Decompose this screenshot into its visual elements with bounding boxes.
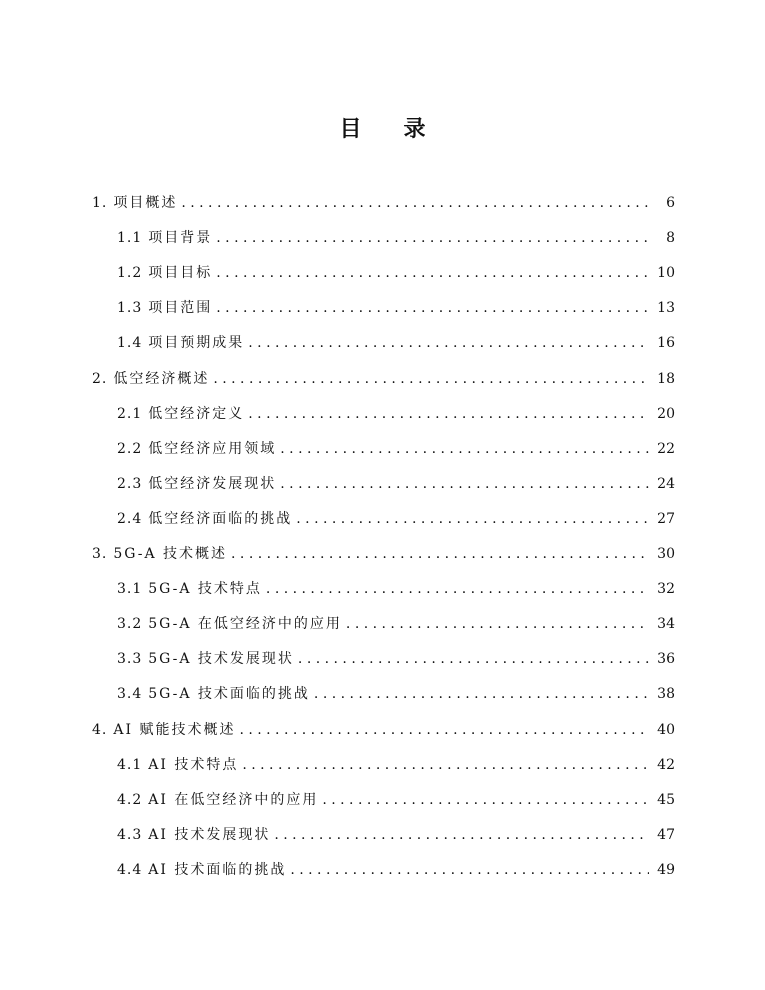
toc-entry-number: 1.1 (117, 230, 143, 247)
toc-dot-leader (314, 677, 649, 712)
toc-section-entry[interactable] (117, 783, 675, 818)
toc-section-entry[interactable] (117, 256, 675, 291)
toc-dot-leader (181, 186, 649, 221)
toc-chapter-entry[interactable] (92, 713, 675, 748)
toc-entry-number: 1.4 (117, 335, 143, 352)
toc-page-number: 27 (657, 510, 675, 527)
toc-entry-number: 2.2 (117, 440, 143, 457)
toc-section-entry[interactable] (117, 291, 675, 326)
toc-page-number: 13 (657, 300, 675, 317)
toc-dot-leader (248, 397, 649, 432)
toc-dot-leader (280, 432, 649, 467)
toc-section-entry[interactable] (117, 572, 675, 607)
toc-entry-label: 项目背景 (148, 230, 213, 247)
toc-entry-number: 3. (92, 546, 108, 562)
toc-page-number: 47 (657, 826, 675, 843)
toc-entry-label: 低空经济概述 (113, 370, 210, 387)
toc-page-number: 18 (657, 370, 675, 387)
toc-section-entry[interactable] (117, 818, 675, 853)
toc-dot-leader (296, 502, 649, 537)
toc-entry-number: 2.1 (117, 405, 143, 422)
toc-entry-label: AI 技术特点 (148, 756, 239, 773)
toc-entry-label: 低空经济定义 (148, 405, 245, 422)
toc-entry-label: 5G-A 技术特点 (148, 581, 262, 598)
toc-dot-leader (216, 291, 649, 326)
toc-entry-label: AI 技术发展现状 (148, 826, 271, 843)
toc-entry-number: 3.2 (117, 616, 143, 633)
toc-entry-label: 低空经济发展现状 (148, 475, 277, 492)
toc-page-number: 8 (666, 230, 675, 247)
toc-chapter-entry[interactable] (92, 186, 675, 221)
toc-entry-label: 项目目标 (148, 265, 213, 282)
toc-entry-label: 5G-A 技术发展现状 (148, 651, 294, 668)
toc-entry-label: 5G-A 技术面临的挑战 (148, 686, 310, 703)
toc-entry-number: 3.4 (117, 686, 143, 703)
toc-entry-number: 4. (92, 721, 108, 738)
toc-dot-leader (231, 537, 649, 572)
toc-entry-number: 4.4 (117, 861, 143, 878)
toc-entry-number: 3.1 (117, 581, 143, 598)
toc-entry-number: 4.1 (117, 756, 143, 773)
toc-entry-label: AI 赋能技术概述 (113, 721, 236, 738)
toc-page-number: 36 (657, 651, 675, 668)
toc-section-entry[interactable] (117, 677, 675, 712)
toc-entry-label: 项目预期成果 (148, 335, 245, 352)
toc-page-number: 10 (657, 265, 675, 282)
toc-entry-number: 2. (92, 370, 108, 387)
toc-dot-leader (248, 326, 649, 361)
toc-dot-leader (213, 362, 649, 397)
toc-section-entry[interactable] (117, 502, 675, 537)
toc-entry-number: 2.4 (117, 510, 143, 527)
toc-entry-label: 项目概述 (113, 195, 178, 211)
title-char-2: 录 (403, 117, 426, 142)
toc-section-entry[interactable] (117, 221, 675, 256)
toc-page-number: 42 (657, 756, 675, 773)
toc-page-number: 24 (657, 475, 675, 492)
toc-dot-leader (216, 221, 649, 256)
toc-section-entry[interactable] (117, 853, 675, 888)
toc-entry-label: 低空经济应用领域 (148, 440, 277, 457)
toc-page-number: 20 (657, 405, 675, 422)
toc-entry-number: 1.3 (117, 300, 143, 317)
toc-dot-leader (280, 467, 649, 502)
toc-entry-label: 5G-A 在低空经济中的应用 (148, 616, 342, 633)
toc-section-entry[interactable] (117, 397, 675, 432)
toc-page-number: 6 (666, 195, 675, 211)
toc-section-entry[interactable] (117, 432, 675, 467)
toc-entry-label: 项目范围 (148, 300, 213, 317)
toc-chapter-entry[interactable] (92, 362, 675, 397)
toc-dot-leader (242, 748, 649, 783)
toc-page-number: 22 (657, 440, 675, 457)
toc-section-entry[interactable] (117, 607, 675, 642)
toc-dot-leader (290, 853, 649, 888)
title-char-1: 目 (339, 117, 362, 142)
toc-dot-leader (216, 256, 649, 291)
toc-section-entry[interactable] (117, 642, 675, 677)
toc-page-number: 40 (657, 721, 675, 738)
toc-entry-label: 5G-A 技术概述 (113, 546, 228, 562)
toc-dot-leader (346, 607, 649, 642)
toc-dot-leader (298, 642, 649, 677)
toc-section-entry[interactable] (117, 748, 675, 783)
toc-dot-leader (239, 713, 649, 748)
toc-page-number: 49 (657, 861, 675, 878)
toc-entry-number: 4.3 (117, 826, 143, 843)
toc-chapter-entry[interactable] (92, 537, 675, 572)
toc-page-number: 38 (657, 686, 675, 703)
toc-entry-number: 1. (92, 195, 108, 211)
toc-entry-label: 低空经济面临的挑战 (148, 510, 293, 527)
toc-entry-label: AI 技术面临的挑战 (148, 861, 287, 878)
toc-entry-label: AI 在低空经济中的应用 (148, 791, 319, 808)
toc-dot-leader (322, 783, 649, 818)
toc-entry-number: 3.3 (117, 651, 143, 668)
toc-page-number: 34 (657, 616, 675, 633)
toc-entry-number: 1.2 (117, 265, 143, 282)
toc-dot-leader (266, 572, 649, 607)
toc-page-number: 45 (657, 791, 675, 808)
toc-entry-number: 4.2 (117, 791, 143, 808)
toc-page-number: 32 (657, 581, 675, 598)
toc-page-number: 16 (657, 335, 675, 352)
toc-section-entry[interactable] (117, 467, 675, 502)
page-title (0, 112, 765, 143)
toc-dot-leader (274, 818, 649, 853)
toc-entry-number: 2.3 (117, 475, 143, 492)
toc-page-number: 30 (657, 546, 675, 562)
toc-section-entry[interactable] (117, 326, 675, 361)
